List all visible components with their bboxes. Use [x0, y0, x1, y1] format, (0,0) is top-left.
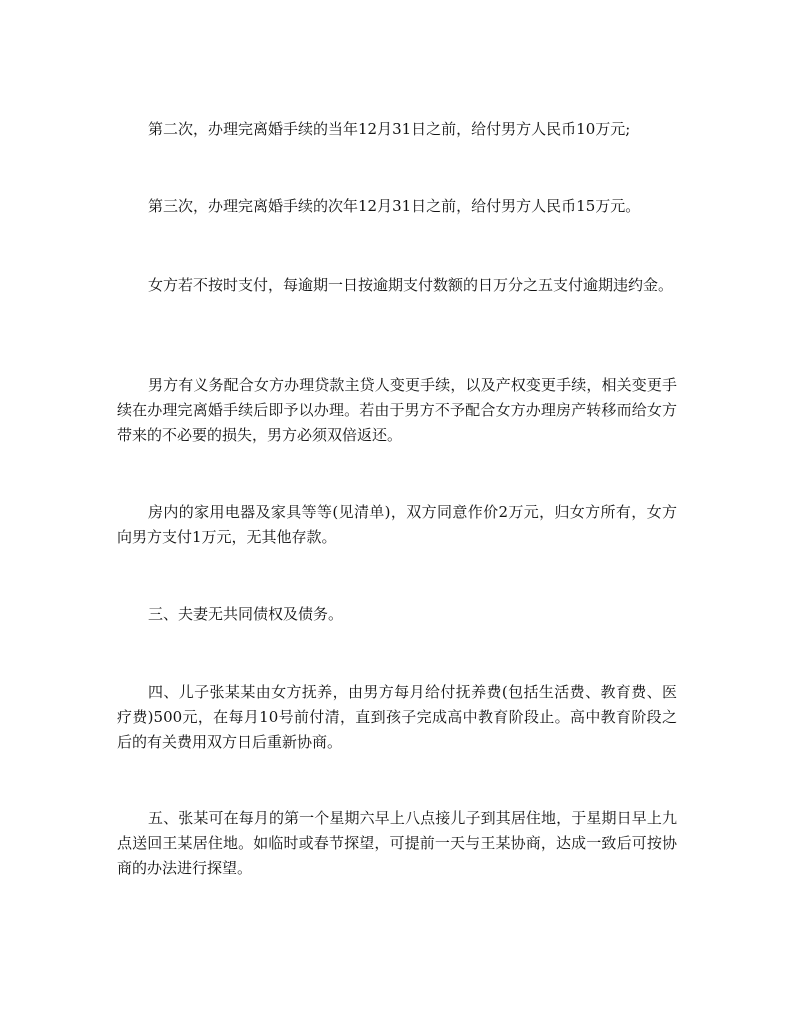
paragraph-loan-transfer: 男方有义务配合女方办理贷款主贷人变更手续，以及产权变更手续，相关变更手续在办理完离婚手续后即予以办理。若由于男方不予配合女方办理房产转移而给女方带来的不必要的损失，男方必须双倍返还。 — [117, 376, 677, 444]
paragraph-second-payment: 第二次，办理完离婚手续的当年12月31日之前，给付男方人民币10万元; — [148, 120, 631, 138]
paragraph-debts: 三、夫妻无共同债权及债务。 — [148, 605, 344, 623]
paragraph-household-items: 房内的家用电器及家具等等(见清单)，双方同意作价2万元，归女方所有，女方向男方支付1万元，无其他存款。 — [117, 503, 677, 546]
paragraph-late-penalty: 女方若不按时支付，每逾期一日按逾期支付数额的日万分之五支付逾期违约金。 — [148, 276, 674, 294]
paragraph-child-custody: 四、儿子张某某由女方抚养，由男方每月给付抚养费(包括生活费、教育费、医疗费)500元，在每月10号前付清，直到孩子完成高中教育阶段止。高中教育阶段之后的有关费用双方日后重新协商。 — [117, 683, 677, 751]
paragraph-visitation: 五、张某可在每月的第一个星期六早上八点接儿子到其居住地，于星期日早上九点送回王某居住地。如临时或春节探望，可提前一天与王某协商，达成一致后可按协商的办法进行探望。 — [117, 809, 677, 877]
paragraph-third-payment: 第三次，办理完离婚手续的次年12月31日之前，给付男方人民币15万元。 — [148, 197, 641, 215]
